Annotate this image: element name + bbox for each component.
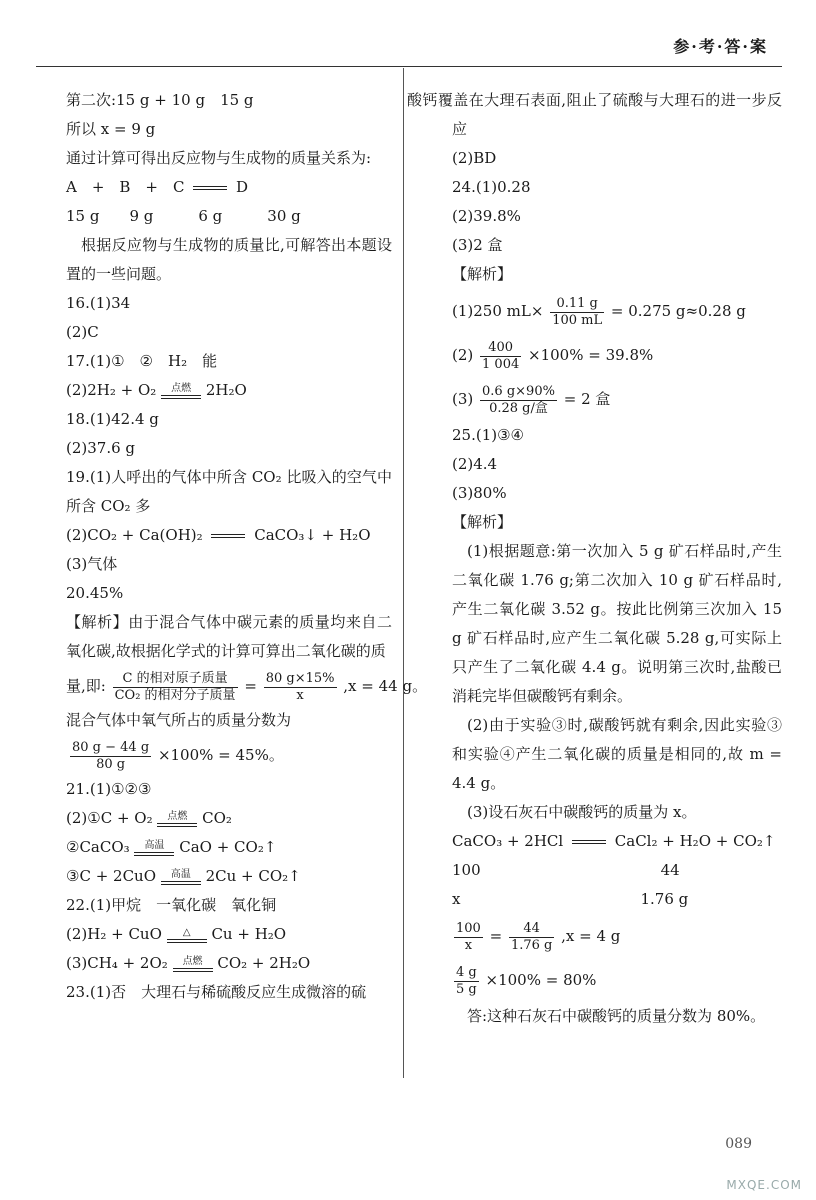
equation-left: CaCO₃ + 2HCl [452,832,564,850]
answer-line: (2)4.4 [452,455,498,473]
equation-line [66,920,392,949]
mass-ratio-line: 100 44 [452,861,680,879]
text-line: 混合气体中氧气所占的质量分数为 [66,711,292,729]
numerator: 400 [480,340,521,357]
denominator: 0.28 g/盒 [489,400,548,416]
text-fragment: 量,即: [66,677,106,695]
equation-line [66,521,392,550]
fraction [264,671,337,704]
text-fragment: = 2 盒 [563,390,611,408]
numerator: 0.6 g×90% [482,383,555,399]
text-fragment: = 0.275 g≈0.28 g [610,302,746,320]
fraction [113,671,238,704]
fraction [550,296,604,329]
equation-right: CaCO₃↓ + H₂O [254,526,371,544]
answer-line: 22.(1)甲烷 一氧化碳 氧化铜 [66,896,277,914]
reaction-condition [157,812,197,827]
answer-line: 17.(1)① ② H₂ 能 [66,352,218,370]
condition-label: 点燃 [182,955,203,967]
answer-line: 24.(1)0.28 [452,178,531,196]
text-line: 15 g 9 g 6 g 30 g [66,207,301,225]
fraction-line [452,333,782,377]
header-rule [36,66,782,67]
answer-line: (3)2 盒 [452,236,503,254]
text-fragment: ,x = 44 g。 [343,677,428,695]
answer-line: 20.45% [66,584,124,602]
equals: = [489,927,503,945]
denominator: 1.76 g [510,937,553,953]
equation-left: ②CaCO₃ [66,838,130,856]
text-fragment: (1)250 mL× [452,302,544,320]
page-number: 089 [725,1136,752,1152]
reaction-condition [173,957,213,972]
fraction [509,921,554,954]
denominator: 5 g [456,981,477,997]
numerator: 44 [509,921,554,938]
equals-sign [211,534,245,538]
text-fragment: (2) [452,346,474,364]
equation-right: 2H₂O [205,381,247,399]
answer-line: (2)39.8% [452,207,521,225]
fraction-line [452,377,782,421]
analysis-label: 【解析】 [452,265,513,283]
analysis-paragraph: 【解析】由于混合气体中碳元素的质量均来自二氧化碳,故根据化学式的计算可算出二氧化碳的质 [66,613,392,660]
equation-left: (2)①C + O₂ [66,809,153,827]
answer-line: (2)C [66,323,99,341]
text-line: 第二次:15 g + 10 g 15 g [66,91,254,109]
numerator: 100 [456,920,481,936]
fraction-line [66,666,428,706]
fraction [454,965,479,998]
equation-line [66,376,392,405]
answer-line: (2)BD [452,149,497,167]
analysis-paragraph: (2)由于实验③时,碳酸钙就有剩余,因此实验③和实验④产生二氧化碳的质量是相同的,故 m = 4.4 g。 [452,716,782,792]
equation-left: (2)H₂ + CuO [66,925,162,943]
equation-reactants: A + B + C [66,178,185,196]
equation-line [66,804,392,833]
reaction-condition [161,870,201,885]
denominator: x [296,687,304,703]
equation-right: CO₂ [202,809,232,827]
equation-left: ③C + 2CuO [66,867,157,885]
equals: = [244,677,257,695]
condition-label: 点燃 [171,382,192,394]
equation-right: CaCl₂ + H₂O + CO₂↑ [614,832,776,850]
reaction-condition [161,384,201,399]
condition-label: 点燃 [167,810,188,822]
text-paragraph: 根据反应物与生成物的质量比,可解答出本题设置的一些问题。 [66,236,392,283]
conclusion-line: 答:这种石灰石中碳酸钙的质量分数为 80%。 [467,1007,766,1025]
equation-left: (2)CO₂ + Ca(OH)₂ [66,526,203,544]
answer-line: 21.(1)①②③ [66,780,152,798]
fraction [480,340,521,373]
answer-line: (3)80% [452,484,507,502]
denominator: 1 004 [482,356,520,372]
reaction-condition [167,928,207,943]
watermark-logo: MXQE.COM [726,1178,802,1192]
equation-line [66,833,392,862]
equation-right: CO₂ + 2H₂O [217,954,311,972]
text-fragment: ×100% = 39.8% [528,346,654,364]
answer-line: 18.(1)42.4 g [66,410,159,428]
condition-label: △ [182,926,191,938]
numerator: C 的相对原子质量 [113,671,238,688]
reaction-condition [134,841,174,856]
equation-right: CaO + CO₂↑ [179,838,277,856]
denominator: 80 g [96,756,126,772]
numerator: 80 g×15% [265,670,335,686]
fraction [70,740,151,773]
equation-product: D [236,178,249,196]
equals-sign [572,840,606,844]
left-column [66,86,428,1007]
analysis-paragraph: (3)设石灰石中碳酸钙的质量为 x。 [467,803,697,821]
equation-left: (3)CH₄ + 2O₂ [66,954,168,972]
condition-label: 高温 [144,839,165,851]
fraction-line [452,958,782,1002]
text-line: 所以 x = 9 g [66,120,156,138]
equation-right: Cu + H₂O [211,925,287,943]
numerator: 0.11 g [550,296,604,313]
fraction [480,384,557,417]
equation-line [66,173,392,202]
equation-line [66,949,392,978]
fraction [454,921,483,954]
page-header: 参·考·答·案 [673,37,768,56]
text-paragraph: 酸钙覆盖在大理石表面,阻止了硫酸与大理石的进一步反应 [407,91,782,138]
mass-ratio-line: x 1.76 g [452,890,689,908]
fraction-line [452,289,782,333]
right-column [407,86,782,1031]
answer-line: 25.(1)③④ [452,426,524,444]
text-fragment: ×100% = 45%。 [157,746,284,764]
text-line: 通过计算可得出反应物与生成物的质量关系为: [66,149,372,167]
equation-right: 2Cu + CO₂↑ [205,867,301,885]
column-divider [403,68,404,1078]
fraction-line [452,914,782,958]
text-fragment: (3) [452,390,474,408]
denominator: x [464,937,473,953]
denominator: 100 mL [552,312,603,328]
answer-paragraph: 19.(1)人呼出的气体中所含 CO₂ 比吸入的空气中所含 CO₂ 多 [66,468,392,515]
answer-line: (3)气体 [66,555,118,573]
analysis-paragraph: (1)根据题意:第一次加入 5 g 矿石样品时,产生二氧化碳 1.76 g;第二次加入 10 g 矿石样品时,产生二氧化碳 3.52 g。按此比例第三次加入 15 g 矿石样品时,应产生二氧化碳 5.28 g,可实际上只产生了二氧化碳 4.4 g。说明第三次时,盐酸已消耗完毕但碳酸钙有剩余。 [452,542,782,705]
answer-line: 23.(1)否 大理石与稀硫酸反应生成微溶的硫 [66,983,367,1001]
equation-line [452,827,782,856]
fraction-line [66,735,392,775]
condition-label: 高温 [170,868,191,880]
analysis-label: 【解析】 [452,513,513,531]
numerator: 80 g − 44 g [72,739,150,755]
equals-sign [193,186,227,190]
equation-line [66,862,392,891]
text-fragment: ×100% = 80% [485,971,597,989]
equation-left: (2)2H₂ + O₂ [66,381,157,399]
answer-line: 16.(1)34 [66,294,131,312]
denominator: CO₂ 的相对分子质量 [114,687,236,703]
answer-line: (2)37.6 g [66,439,136,457]
numerator: 4 g [456,964,477,980]
text-fragment: ,x = 4 g [561,927,621,945]
